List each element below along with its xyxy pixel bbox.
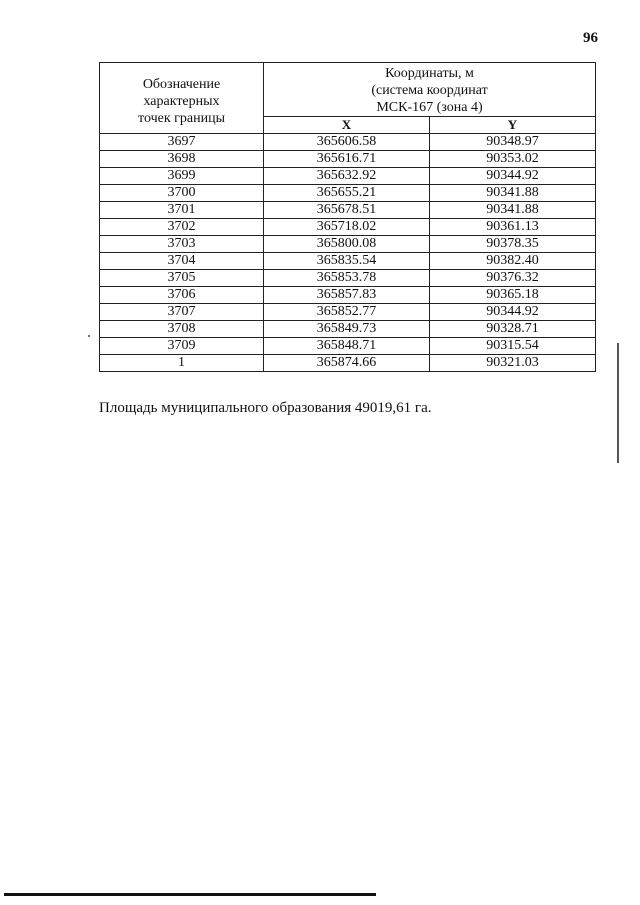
- table-row: [100, 355, 596, 372]
- cell-y: 90341.88: [430, 202, 596, 219]
- cell-y: 90348.97: [430, 134, 596, 151]
- table-body: [100, 134, 596, 372]
- cell-point-id: 3699: [100, 168, 264, 185]
- margin-mark: [617, 343, 619, 463]
- cell-x: 365632.92: [264, 168, 430, 185]
- scan-dot: [88, 335, 90, 337]
- table-row: [100, 236, 596, 253]
- table-row: [100, 253, 596, 270]
- header-point-line: точек границы: [138, 110, 225, 126]
- bottom-rule: [4, 893, 376, 896]
- cell-x: 365849.73: [264, 321, 430, 338]
- cell-y: 90365.18: [430, 287, 596, 304]
- table-row: [100, 270, 596, 287]
- cell-x: 365616.71: [264, 151, 430, 168]
- cell-point-id: 3706: [100, 287, 264, 304]
- header-point-line: Обозначение: [142, 76, 221, 92]
- header-coordinates: [264, 63, 596, 117]
- cell-y: 90353.02: [430, 151, 596, 168]
- cell-x: 365857.83: [264, 287, 430, 304]
- header-coords-line: МСК-167 (зона 4): [376, 100, 483, 115]
- header-point-designation: [100, 63, 264, 134]
- cell-point-id: 3709: [100, 338, 264, 355]
- cell-x: 365835.54: [264, 253, 430, 270]
- cell-point-id: 3702: [100, 219, 264, 236]
- cell-point-id: 3708: [100, 321, 264, 338]
- cell-y: 90321.03: [430, 355, 596, 372]
- cell-point-id: 3704: [100, 253, 264, 270]
- cell-point-id: 3700: [100, 185, 264, 202]
- table-row: [100, 219, 596, 236]
- table-row: [100, 287, 596, 304]
- header-coords-line: (система координат: [371, 83, 488, 98]
- table-row: [100, 202, 596, 219]
- cell-point-id: 3707: [100, 304, 264, 321]
- table-row: [100, 304, 596, 321]
- cell-x: 365853.78: [264, 270, 430, 287]
- cell-y: 90361.13: [430, 219, 596, 236]
- cell-point-id: 3697: [100, 134, 264, 151]
- header-point-line: характерных: [143, 93, 220, 109]
- page-number: 96: [583, 30, 598, 46]
- cell-y: 90376.32: [430, 270, 596, 287]
- cell-point-id: 3703: [100, 236, 264, 253]
- cell-x: 365874.66: [264, 355, 430, 372]
- table-row: [100, 151, 596, 168]
- cell-point-id: 1: [100, 355, 264, 372]
- header-coords-line: Координаты, м: [385, 66, 474, 81]
- header-y: Y: [430, 117, 596, 134]
- area-statement: Площадь муниципального образования 49019,61 га.: [99, 400, 432, 416]
- cell-x: 365848.71: [264, 338, 430, 355]
- cell-y: 90341.88: [430, 185, 596, 202]
- cell-y: 90315.54: [430, 338, 596, 355]
- coordinates-table: [99, 62, 596, 372]
- cell-y: 90328.71: [430, 321, 596, 338]
- cell-y: 90378.35: [430, 236, 596, 253]
- table-row: [100, 168, 596, 185]
- cell-x: 365852.77: [264, 304, 430, 321]
- cell-x: 365800.08: [264, 236, 430, 253]
- table-row: [100, 338, 596, 355]
- table-row: [100, 185, 596, 202]
- cell-point-id: 3698: [100, 151, 264, 168]
- cell-x: 365718.02: [264, 219, 430, 236]
- cell-point-id: 3701: [100, 202, 264, 219]
- cell-x: 365678.51: [264, 202, 430, 219]
- cell-y: 90382.40: [430, 253, 596, 270]
- cell-x: 365606.58: [264, 134, 430, 151]
- header-x: X: [264, 117, 430, 134]
- table-row: [100, 134, 596, 151]
- table-header-row: [100, 63, 596, 117]
- cell-y: 90344.92: [430, 168, 596, 185]
- table-row: [100, 321, 596, 338]
- cell-x: 365655.21: [264, 185, 430, 202]
- cell-y: 90344.92: [430, 304, 596, 321]
- cell-point-id: 3705: [100, 270, 264, 287]
